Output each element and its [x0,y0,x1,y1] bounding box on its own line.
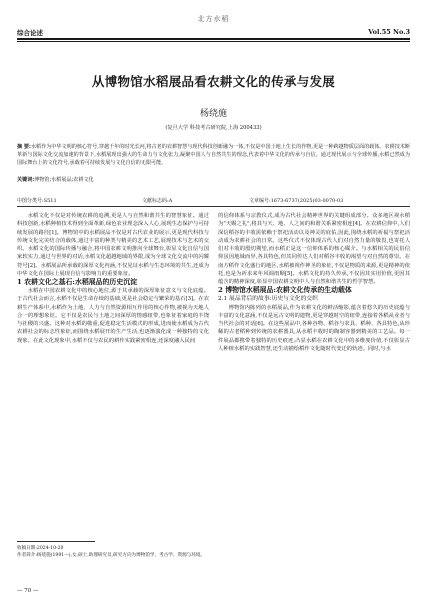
section-2-1-paragraph: 博物馆内陈列的水稻展品,作为农耕文化的鲜活缩影,蕴含着悠久的历史底蕴与丰富的文化意涵,不仅是远古文明的遗物,更是穿越时空的纽带,连接着各稻从业者与当代社会的对话[6]。在这些展品中,各种谷物、稻谷与农具、稻种、各具特色,从珍稀的古老稻种到传统的农耕器具,从水稻丰收时的陶制容器到精美的工艺品。每一件展品都携带着独特的历史痕迹,凸显水稻在农耕文化中的多维度价值,不仅彰显古人种植水稻的实践智慧,还生动描绘稻作文化随时代变迁的轨迹。同时,与水 [218,304,410,352]
abstract [17,143,410,168]
running-header [17,28,410,37]
page-number: — 70 — [17,588,39,594]
section-label: 综合论述 [17,29,43,37]
abstract-label: 摘 要: [17,144,31,150]
journal-name: 北方水稻 [197,15,230,23]
keywords [17,176,410,183]
section-1-paragraph: 水稻在中国农耕文化中的核心地位,源于其承载的深厚象征意义与文化底蕴。于古代社会而言,水稻不仅是生命存续的基础,更是社会稳定与繁荣的基石[3]。在农耕生产体系中,水稻作为土地、人力与自然资源相互作用的核心作物,被视为天地人合一的理想象征。它不仅是农民与土地之间深厚的情感纽带,也象征着家庭的丰饶与社稷的兴盛。这种对水稻的敬重,促进稳定生活模式的形成,进而使水稻成为古代农耕社会的标志性象征,而围绕水稻展开的生产生活,也逐渐演化成一种独特的文化现象。在此文化现象中,水稻不仅与农民的耕作实践紧密相连,还深度融入民间 [17,288,209,344]
keywords-text: 博物馆;水稻展品;农耕文化 [34,177,94,183]
footnote-rule [17,541,95,542]
footnote [17,545,209,559]
meta-rule [17,206,410,207]
intro-paragraph: 水稻文化不仅是对传统农耕的追溯,更是人与自然和谐共生的智慧象征。通过科技创新,水稻种植技术得到全面革新,绿色农业理念深入人心,展现生态保护与可持续发展的路径[1]。博物馆中的水稻展品不仅是对古代农业的展示,更是现代科技与传统文化完美结合的载体,通过丰富的种类与精美的艺术工艺,展现技术与艺术的交织。水稻文化的国际传播与融合,将中国农耕文明推向全球舞台,彰显文化自信与国家软实力,通过与世界的对话,水稻文化超越地域的界限,成为全球文化交流中的闪耀符号[2]。水稻展品所承载的深厚文化内涵,不仅见证水稻与生态环境的共生,还成为中华文化在国际上展现自信与影响力的重要象征。 [17,213,209,277]
document-code: 文献标志码:A [142,198,173,204]
article-number: 文章编号:1673-6737(2025)03-0070-03 [249,198,344,204]
continued-paragraph: 的信仰体系与宗教仪式,成为古代社会精神世界的关键组成部分。众多地区视水稻为"天赐之礼",将其与天、地、人之间的和谐关系紧密相连[4]。在农耕信仰中,人们深信稻谷的丰收需依赖于祭祀活动以及神灵的庇佑,因此,围绕水稻的祈福与祭祀活动成为农耕社会的日常。这些仪式不仅体现古代人们对自然力量的敬畏,也寄托人们对丰收的殷切期望,而水稻正是这一信仰体系的核心媒介。与水稻相关的民俗信仰虽因地域而异,各具特色,但其同传达人们对稻谷丰收的渴望与对自然的尊崇。在南方稻作文化盛行的地区,水稻被视作神圣的象征,不仅是物质的来源,更是精神的依托,也是为祈求来年风调雨顺[5]。水稻文化的持久传承,不仅因其实用价值,更因其蕴含的精神深度,彰显中国农耕文明中人与自然和谐共生的哲学智慧。 [218,213,410,285]
article-author: 杨绕施 [199,109,227,119]
abstract-text: 水稻作为中华文明的核心符号,穿越千年的时光长河,将古老的农耕智慧与现代科技创新融为一体,不仅是中国土地上生长的作物,更是一种跨越物质层面的载体。农耕技术断革新与国际文化交流加速的背景下,水稻展现出强大的生命力与文化张力,凝聚中国人与自然共生的理念,代表着中华文化的传承与自信。通过现代展示与全球传播,水稻已然成为国际舞台上的文化符号,承载着可持续发展与文化自信的无限可能。 [17,144,410,167]
clc-code: 中图分类号:S511 [17,198,57,204]
article-title: 从博物馆水稻展品看农耕文化的传承与发展 [91,74,336,89]
classification-row [17,197,410,205]
right-column [218,212,410,353]
author-affiliation: (复旦大学 科技考古研究院,上海 200433) [165,125,262,131]
section-1-heading: 1 农耕文化之基石:水稻展品的历史沉淀 [17,278,137,286]
left-column [17,212,209,345]
header-rule-thin [17,41,410,42]
header-rule-thick [17,38,410,40]
keywords-label: 关键词: [17,177,35,183]
section-2-1-heading: 2.1 展品背后的故事:历史与文化的交织 [218,296,318,303]
received-date: 收稿日期:2024-10-20 [17,546,64,551]
section-2-heading: 2 博物馆水稻展品:农耕文化传承的生动载体 [218,286,352,295]
volume-label: Vol.55 No.3 [368,28,410,36]
author-bio: 作者简介:杨绕施(1991—),女,硕士,助理研究员,研究方向为博物馆学、考古学、资源与环境。 [17,553,206,559]
